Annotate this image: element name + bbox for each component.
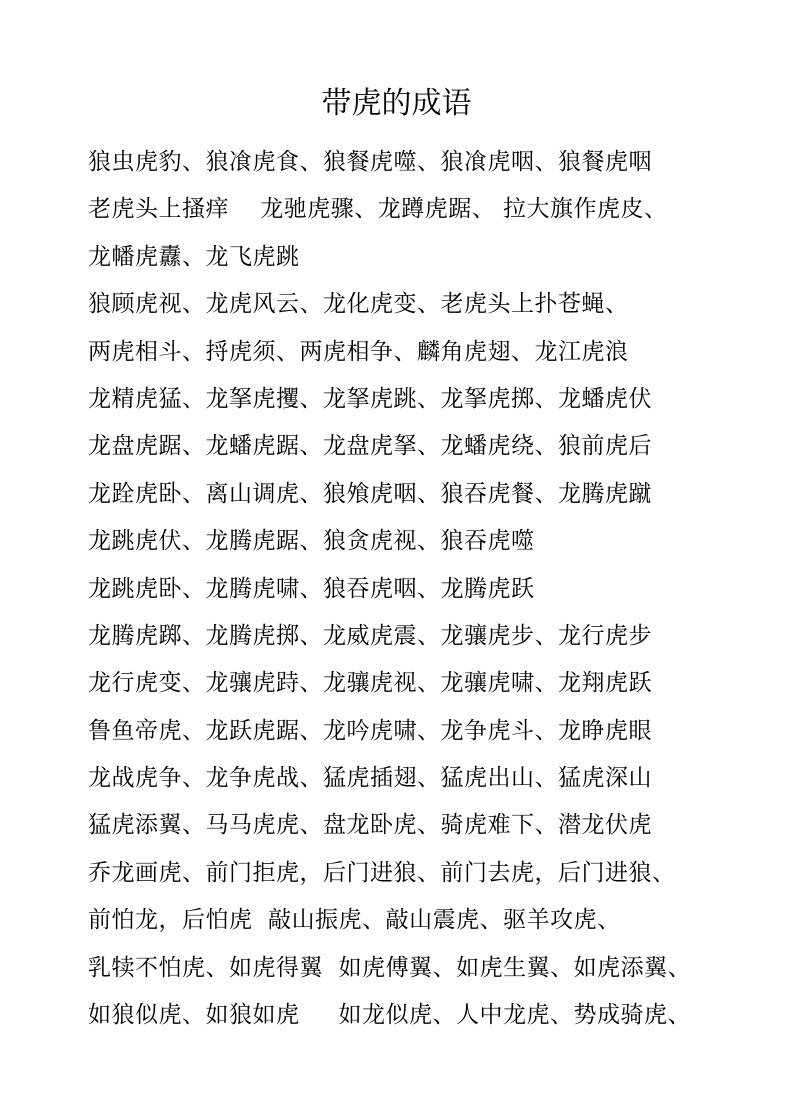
idiom-line-15: 猛虎添翼、马马虎虎、盘龙卧虎、骑虎难下、潜龙伏虎 — [88, 812, 652, 839]
idiom-line-16: 乔龙画虎、前门拒虎，后门进狼、前门去虎，后门进狼、 — [88, 859, 676, 886]
idiom-line-4: 狼顾虎视、龙虎风云、龙化虎变、老虎头上扑苍蝇、 — [88, 291, 629, 318]
idiom-line-18: 乳犊不怕虎、如虎得翼 如虎傅翼、如虎生翼、如虎添翼、 — [88, 954, 692, 981]
idiom-line-17: 前怕龙，后怕虎 敲山振虎、敲山震虎、驱羊攻虎、 — [88, 907, 621, 934]
document-title: 带虎的成语 — [321, 86, 472, 121]
idiom-list — [88, 139, 788, 1039]
idiom-line-1: 狼虫虎豹、狼飡虎食、狼餐虎噬、狼飡虎咽、狼餐虎咽 — [88, 149, 652, 175]
idiom-line-6: 龙精虎猛、龙拏虎攫、龙拏虎跳、龙拏虎掷、龙蟠虎伏 — [88, 385, 652, 412]
idiom-line-19: 如狼似虎、如狼如虎 如龙似虎、人中龙虎、势成骑虎、 — [88, 1002, 692, 1029]
idiom-line-12: 龙行虎变、龙骧虎跱、龙骧虎视、龙骧虎啸、龙翔虎跃 — [88, 670, 652, 697]
idiom-line-2: 老虎头上搔痒 龙驰虎骤、龙蹲虎踞、 拉大旗作虎皮、 — [88, 196, 668, 223]
idiom-line-10: 龙跳虎卧、龙腾虎啸、狼吞虎咽、龙腾虎跃 — [88, 575, 535, 602]
idiom-line-14: 龙战虎争、龙争虎战、猛虎插翅、猛虎出山、猛虎深山 — [88, 765, 652, 792]
idiom-line-8: 龙跧虎卧、离山调虎、狼飧虎咽、狼吞虎餐、龙腾虎蹴 — [88, 480, 652, 507]
idiom-line-13: 鲁鱼帝虎、龙跃虎踞、龙吟虎啸、龙争虎斗、龙睁虎眼 — [88, 717, 652, 744]
idiom-line-5: 两虎相斗、捋虎须、两虎相争、麟角虎翅、龙江虎浪 — [88, 338, 629, 365]
idiom-line-9: 龙跳虎伏、龙腾虎踞、狼贪虎视、狼吞虎噬 — [88, 528, 535, 555]
idiom-line-11: 龙腾虎踯、龙腾虎掷、龙威虎震、龙骧虎步、龙行虎步 — [88, 622, 652, 649]
idiom-line-3: 龙幡虎纛、龙飞虎跳 — [88, 243, 300, 270]
idiom-line-7: 龙盘虎踞、龙蟠虎踞、龙盘虎拏、龙蟠虎绕、狼前虎后 — [88, 433, 652, 460]
